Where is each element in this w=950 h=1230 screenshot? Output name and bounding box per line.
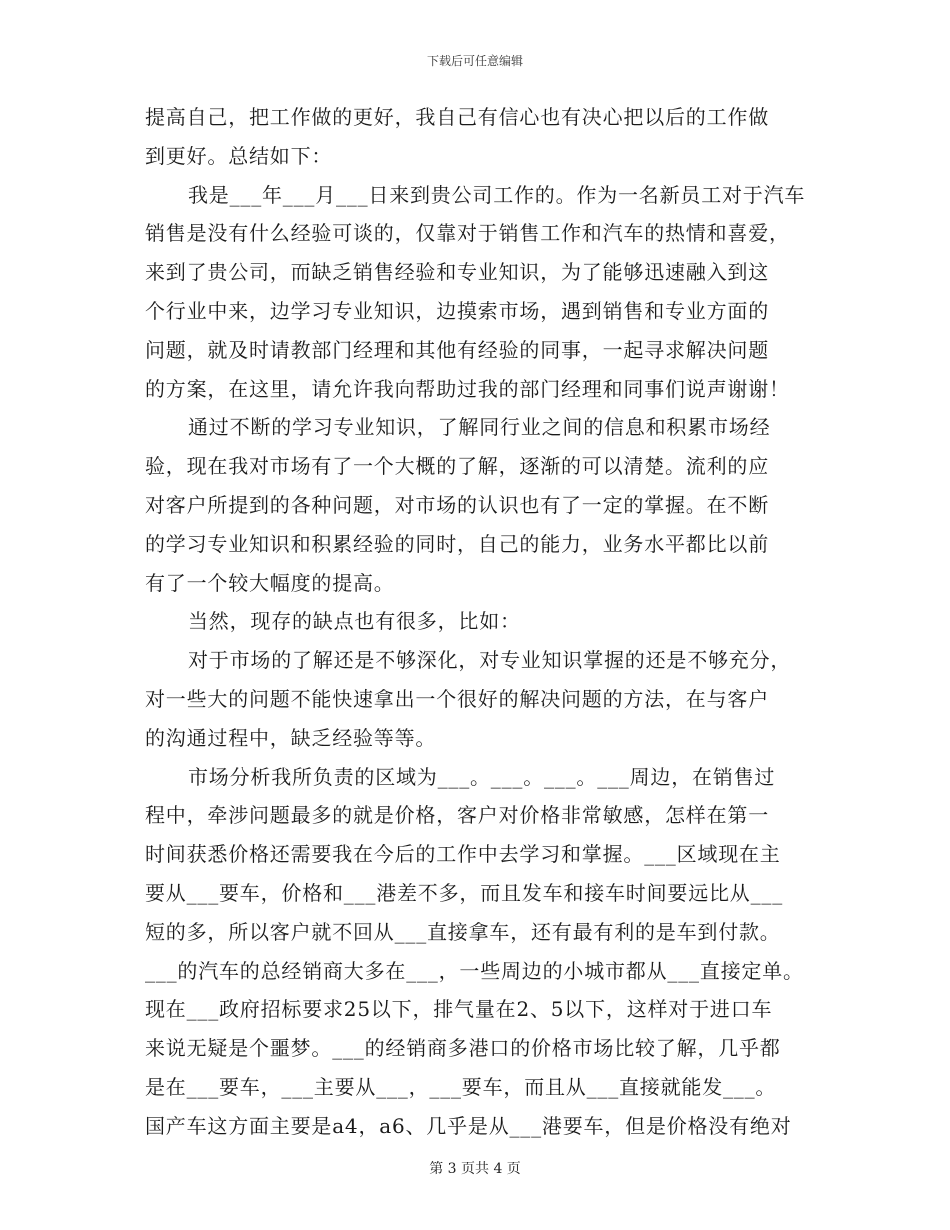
page-header: 下载后可任意编辑	[426, 54, 523, 68]
text-line: 的沟通过程中，缺乏经验等等。	[145, 725, 437, 750]
text-line: 通过不断的学习专业知识，了解同行业之间的信息和积累市场经	[188, 415, 771, 440]
text-line: 短的多，所以客户就不回从___直接拿车，还有最有利的是车到付款。	[145, 919, 781, 944]
text-line: 有了一个较大幅度的提高。	[145, 570, 395, 595]
text-line: 来说无疑是个噩梦。___的经销商多港口的价格市场比较了解，几乎都	[145, 1036, 781, 1061]
text-line: 验，现在我对市场有了一个大概的了解，逐渐的可以清楚。流利的应	[145, 454, 769, 479]
text-line: 时间获悉价格还需要我在今后的工作中去学习和掌握。___区域现在主	[145, 842, 781, 867]
text-line: 的学习专业知识和积累经验的同时，自己的能力，业务水平都比以前	[145, 531, 769, 556]
text-line: 要从___要车，价格和___港差不多，而且发车和接车时间要远比从___	[145, 880, 783, 905]
text-line: 我是___年___月___日来到贵公司工作的。作为一名新员工对于汽车	[188, 182, 806, 207]
text-line: 对客户所提到的各种问题，对市场的认识也有了一定的掌握。在不断	[145, 492, 769, 517]
text-line: 当然，现存的缺点也有很多，比如：	[188, 609, 521, 634]
text-line: 国产车这方面主要是a4，a6、几乎是从___港要车，但是价格没有绝对	[145, 1113, 792, 1138]
text-line: 销售是没有什么经验可谈的，仅靠对于销售工作和汽车的热情和喜爱，	[145, 221, 790, 246]
text-line: 问题，就及时请教部门经理和其他有经验的同事，一起寻求解决问题	[145, 337, 769, 362]
text-line: 到更好。总结如下：	[145, 143, 333, 168]
text-line: 的方案，在这里，请允许我向帮助过我的部门经理和同事们说声谢谢！	[145, 376, 790, 401]
text-line: 对一些大的问题不能快速拿出一个很好的解决问题的方法，在与客户	[145, 686, 769, 711]
text-line: ___的汽车的总经销商大多在___，一些周边的小城市都从___直接定单。	[145, 958, 804, 983]
text-line: 个行业中来，边学习专业知识，边摸索市场，遇到销售和专业方面的	[145, 298, 769, 323]
text-line: 市场分析我所负责的区域为___。___。___。___周边，在销售过	[188, 764, 776, 789]
text-line: 提高自己，把工作做的更好，我自己有信心也有决心把以后的工作做	[145, 105, 769, 129]
text-line: 对于市场的了解还是不够深化，对专业知识掌握的还是不够充分，	[188, 648, 792, 673]
text-line: 程中，牵涉问题最多的就是价格，客户对价格非常敏感，怎样在第一	[145, 803, 769, 828]
text-line: 现在___政府招标要求25以下，排气量在2、5以下，这样对于进口车	[145, 997, 773, 1022]
text-line: 是在___要车，___主要从___，___要车，而且从___直接就能发___。	[145, 1074, 777, 1099]
text-line: 来到了贵公司，而缺乏销售经验和专业知识，为了能够迅速融入到这	[145, 260, 769, 285]
page-footer: 第 3 页共 4 页	[429, 1161, 521, 1177]
document-body	[145, 98, 810, 1146]
